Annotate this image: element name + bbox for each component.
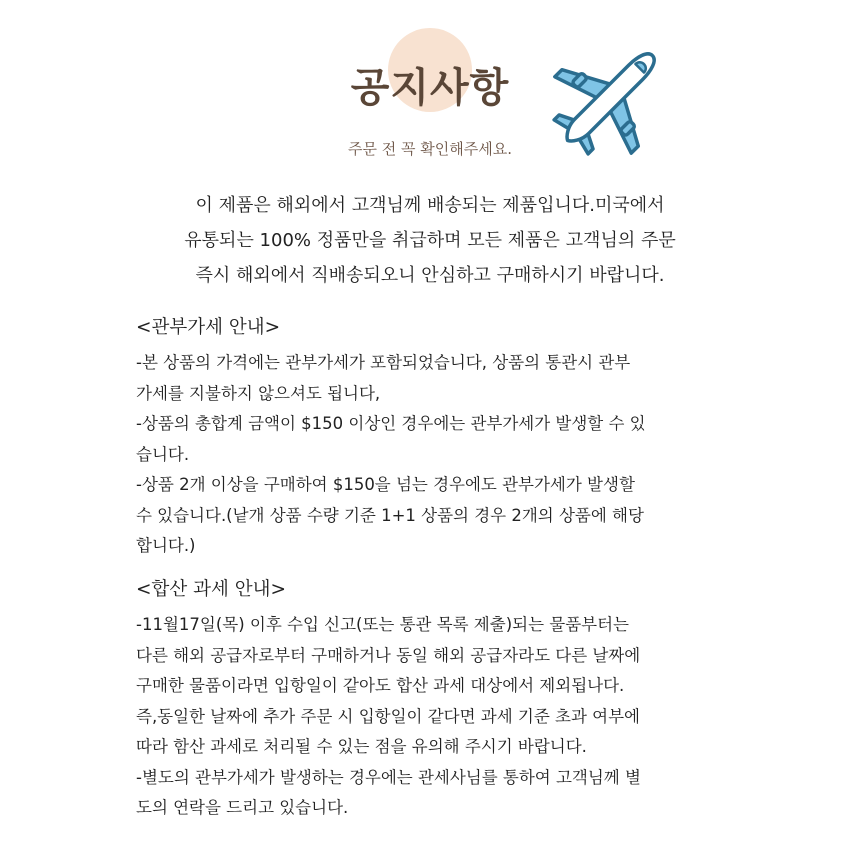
section-body — [136, 348, 736, 562]
section-line: 도의 연락을 드리고 있습니다. — [136, 798, 349, 817]
section-line: 수 있습니다.(낱개 상품 수량 기준 1+1 상품의 경우 2개의 상품에 해당 — [136, 505, 644, 525]
section-line: 합니다.) — [136, 536, 196, 555]
section-line: 가세를 지불하지 않으셔도 됩니다, — [136, 383, 381, 403]
section-heading: <합산 과세 안내> — [136, 579, 286, 600]
section-line: 습니다. — [136, 444, 190, 464]
airplane-icon — [546, 34, 674, 162]
section-line: -별도의 관부가세가 발생하는 경우에는 관세사님를 통하여 고객님께 별 — [136, 767, 641, 787]
section-line: 구매한 물품이라면 입항일이 같아도 합산 과세 대상에서 제외됩나다. — [136, 676, 625, 695]
intro-paragraph — [100, 188, 760, 293]
intro-line: 이 제품은 해외에서 고객님께 배송되는 제품입니다.미국에서 — [195, 195, 665, 216]
section-line: -11월17일(목) 이후 수입 신고(또는 통관 목록 제출)되는 물품부터는 — [136, 615, 629, 634]
intro-line: 즉시 해외에서 직배송되오니 안심하고 구매하시기 바랍니다. — [195, 265, 665, 286]
section-line: -본 상품의 가격에는 관부가세가 포함되었습니다, 상품의 통관시 관부 — [136, 353, 631, 372]
section-line: 따라 함산 과세로 처리될 수 있는 점을 유의해 주시기 바랍니다. — [136, 737, 587, 756]
intro-line: 유통되는 100% 정품만을 취급하며 모든 제품은 고객님의 주문 — [184, 230, 676, 251]
section-line: 즉,동일한 날짜에 추가 주문 시 입항일이 같다면 과세 기준 초과 여부에 — [136, 706, 640, 726]
combined-tax-section — [136, 576, 736, 824]
section-line: 다른 해외 공급자로부터 구매하거나 동일 해외 공급자라도 다른 날짜에 — [136, 645, 641, 665]
notice-header — [0, 0, 860, 170]
section-body — [136, 610, 736, 824]
section-heading: <관부가세 안내> — [136, 317, 281, 338]
section-line: -상품 2개 이상을 구매하여 $150을 넘는 경우에도 관부가세가 발생할 — [136, 475, 635, 494]
page-title: 공지사항 — [350, 65, 510, 111]
section-line: -상품의 총합계 금액이 $150 이상인 경우에는 관부가세가 발생할 수 있 — [136, 414, 646, 433]
page-subtitle: 주문 전 꼭 확인해주세요. — [348, 140, 512, 158]
customs-duty-section — [136, 314, 736, 562]
